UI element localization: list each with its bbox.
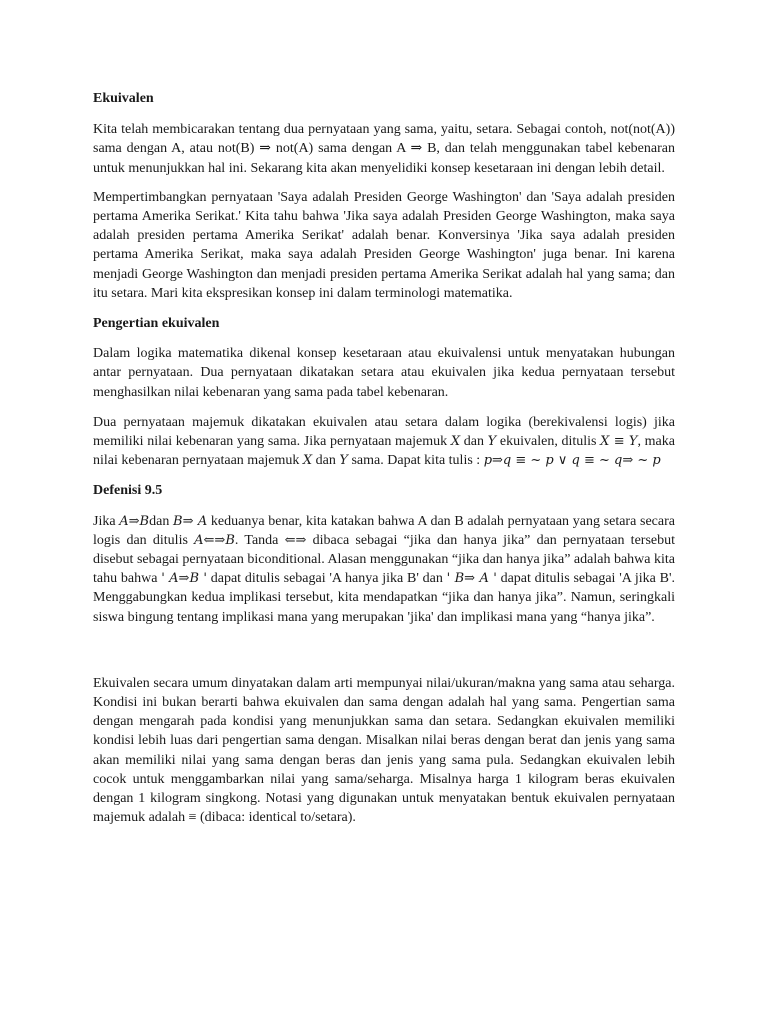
math-y: Y: [339, 453, 348, 469]
paragraph-washington-example: Mempertimbangkan pernyataan 'Saya adalah Presiden George Washington' dan 'Saya adalah presiden pertama Amerika Serikat.' Kita tahu bahwa 'Jika saya adalah Presiden George Washington, maka saya adalah presiden pertama Amerika Serikat' adalah benar. Konversinya 'Jika saya adalah presiden pertama Amerika Serikat, maka saya adalah Presiden George Washington' juga benar. Ini karena menjadi George Washington dan menjadi presiden pertama Amerika Serikat adalah hal yang sama; dan itu setara. Mari kita ekspresikan konsep ini dalam terminologi matematika.: [93, 189, 675, 301]
math-a-implies-b: A⇒B: [119, 513, 150, 529]
text: Jika: [93, 513, 120, 529]
text: , maka nilai kebenaran pernyataan majemuk: [93, 434, 675, 469]
text: dan: [460, 434, 488, 450]
math-quoted-a-implies-b: ' A⇒B ': [161, 571, 207, 587]
text: Dua pernyataan majemuk dikatakan ekuivalen atau setara dalam logika (berekivalensi logis) jika memiliki nilai kebenaran yang sama. Jika pernyataan majemuk: [93, 414, 675, 450]
math-x: X: [450, 434, 461, 450]
text: . Tanda: [234, 532, 285, 548]
math-y: Y: [487, 434, 497, 450]
paragraph-intro: Kita telah membicarakan tentang dua pernyataan yang sama, yaitu, setara. Sebagai contoh, not(not(A)) sama dengan A, atau not(B) ⇒ not(A) sama dengan A ⇒ B, dan telah menggunakan tabel kebenaran untuk menunjukkan hal ini. Sekarang kita akan menyelidiki konsep kesetaraan ini dengan lebih detail.: [93, 122, 675, 176]
text: dapat ditulis sebagai 'A jika B'. Menggabungkan kedua implikasi tersebut, kita mendapatkan “jika dan hanya jika”. Namun, seringkali siswa bingung tentang implikasi mana yang merupakan 'jika' dan implikasi mana yang “hanya jika”.: [93, 571, 675, 625]
paragraph-biconditional: [93, 512, 675, 627]
paragraph-general-meaning: Ekuivalen secara umum dinyatakan dalam arti mempunyai nilai/ukuran/makna yang sama atau seharga. Kondisi ini bukan berarti bahwa ekuivalen dan sama dengan adalah hal yang sama. Pengertian sama dengan mengarah pada kondisi yang menunjukkan sama dan setara. Sedangkan ekuivalen memiliki kondisi lebih luas dari pengertian sama dengan. Misalkan nilai beras dengan berat dan jenis yang sama akan memiliki nilai yang sama dengan beras dan jenis yang sama pula. Sedangkan ekuivalen lebih cocok untuk menggambarkan nilai yang sama/seharga. Misalnya harga 1 kilogram beras ekuivalen dengan 1 kilogram singkong. Notasi yang digunakan untuk menyatakan bentuk ekuivalen pernyataan majemuk adalah ≡ (dibaca: identical to/setara).: [93, 675, 675, 826]
section-heading-defenisi: Defenisi 9.5: [93, 483, 163, 499]
math-x-equiv-y: X ≡ Y: [600, 434, 638, 450]
math-a-iff-b: A⇐⇒B: [194, 532, 235, 548]
text: dapat ditulis sebagai 'A hanya jika B' dan: [206, 571, 447, 587]
math-b-implies-a: B⇒ A: [173, 513, 208, 529]
text: dan: [149, 513, 174, 529]
text: sama. Dapat kita tulis :: [347, 453, 484, 469]
paragraph-compound-statements: [93, 413, 675, 471]
text: ekuivalen, ditulis: [496, 434, 601, 450]
math-x: X: [302, 453, 313, 469]
document-page: [93, 86, 675, 828]
text: dan: [312, 453, 340, 469]
math-equivalence-formula: p⇒q ≡ ~ p ∨ q ≡ ~ q⇒ ~ p: [483, 453, 661, 469]
math-iff-symbol: ⇐⇒: [284, 532, 307, 548]
text: dibaca sebagai “jika dan hanya jika” dan pernyataan tersebut disebut sebagai pernyataan biconditional. Alasan menggunakan “jika dan hanya jika” adalah bahwa kita tahu bahwa: [93, 532, 676, 587]
section-heading-pengertian: Pengertian ekuivalen: [93, 316, 220, 332]
paragraph-definition-logic: Dalam logika matematika dikenal konsep kesetaraan atau ekuivalensi untuk menyatakan hubungan antar pernyataan. Dua pernyataan dikatakan setara atau ekuivalen jika kedua pernyataan tersebut menghasilkan nilai kebenaran yang sama pada tabel kebenaran.: [93, 346, 675, 400]
text: keduanya benar, kita katakan bahwa A dan B adalah pernyataan yang setara secara logis dan ditulis: [93, 513, 675, 548]
math-quoted-b-implies-a: ' B⇒ A ': [446, 571, 497, 587]
section-heading-ekuivalen: Ekuivalen: [93, 91, 154, 106]
